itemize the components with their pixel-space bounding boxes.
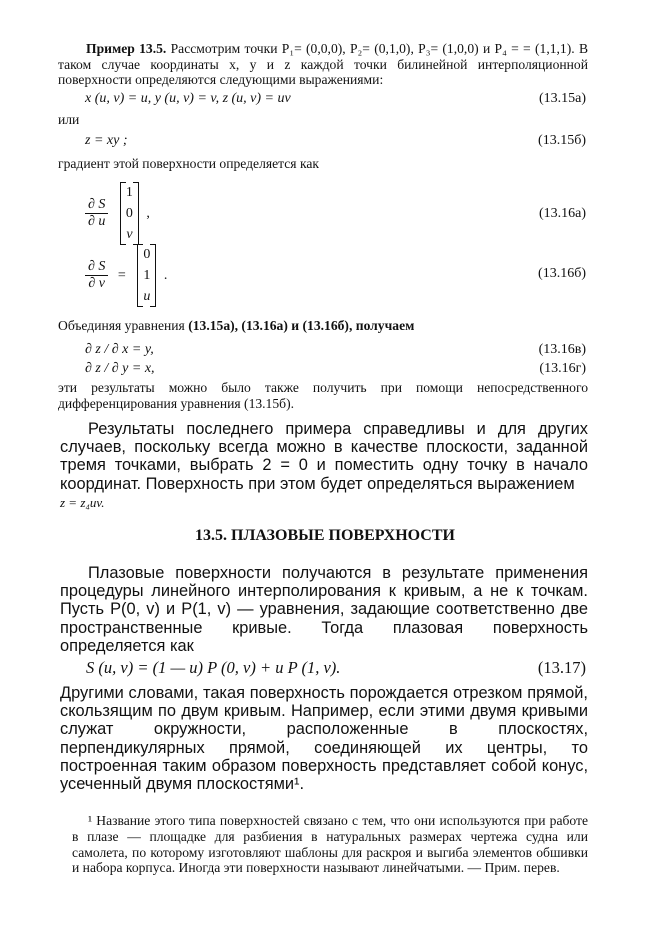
equation-number-13-16v: (13.16в)	[538, 342, 586, 357]
matrix-entry: 1	[143, 268, 151, 283]
example-label: Пример 13.5.	[86, 41, 167, 56]
combine-text-bold: (13.15а), (13.16а) и (13.16б), получаем	[188, 318, 415, 333]
word-or: или	[58, 112, 80, 127]
results-note: эти результаты можно было также получить при помощи непосредственного дифференцирования уравнения (13.15б).	[58, 380, 588, 411]
equation-number-13-15b: (13.15б)	[538, 133, 586, 148]
example-intro	[58, 41, 588, 88]
combine-text-prefix: Объединяя уравнения	[58, 318, 189, 333]
equation-13-16a: $\frac{\partial S}{\partial u}$ 1 0 v ,	[85, 182, 150, 245]
matrix-entry: 1	[125, 185, 133, 200]
paragraph-definition-text: Плазовые поверхности получаются в результате применения процедуры линейного интерполирования к кривым, а не к точкам. Пусть P(0, v) и P(1, v) — уравнения, задающие соответственно две пространственные кривые. Тогда плазовая поверхность определяется как	[60, 564, 588, 655]
equation-13-15b: z = xy ;	[85, 133, 128, 148]
example-intro-text: Рассмотрим точки P₁= (0,0,0), P₂= (0,1,0), P₃= (1,0,0) и P₄ = = (1,1,1). В таком случае координаты x, y и z каждой точки билинейной интерполяционной поверхности определяются следующими выражениями:	[58, 41, 589, 87]
combine-text	[58, 318, 588, 334]
fraction-ds-du	[85, 197, 108, 230]
matrix-entry: 0	[125, 206, 133, 221]
equation-13-16g: ∂ z / ∂ y = x,	[85, 361, 155, 376]
matrix-entry: v	[126, 227, 133, 242]
equation-number-13-16g: (13.16г)	[539, 361, 586, 376]
equation-number-13-16a: (13.16а)	[538, 206, 586, 221]
equation-number-13-17: (13.17)	[537, 658, 586, 677]
gradient-text: градиент этой поверхности определяется как	[58, 156, 319, 171]
footnote	[72, 813, 588, 876]
fraction-ds-dv	[85, 259, 108, 292]
fraction-denominator: ∂ u	[88, 214, 106, 229]
matrix-entry: 0	[143, 247, 151, 262]
equation-number-13-16b: (13.16б)	[538, 266, 586, 281]
footnote-text: ¹ Название этого типа поверхностей связано с тем, что они используются при работе в плазе — площадке для разбиения в натуральных размерах чертежа судна или самолета, по которому изготовляют шаблоны для раскроя и выгиба элементов обшивки и набора корпуса. Иногда эти поверхности называют линейчатыми. — Прим. перев.	[72, 813, 588, 876]
paragraph-example-cone: Другими словами, такая поверхность порождается отрезком прямой, скользящим по двум кривым. Например, если этими двумя кривыми служат окружности, расположенные в плоскостях, перпендикулярных прямой, соединяющей их центры, то построенная таким образом поверхность представляет собой конус, усеченный двумя плоскостями¹.	[60, 684, 588, 794]
equation-number-13-15a: (13.15а)	[538, 91, 586, 106]
equation-13-16b: $\frac{\partial S}{\partial v}$ = 0 1 u .	[85, 244, 167, 307]
equation-13-17: S (u, v) = (1 — u) P (0, v) + u P (1, v).	[86, 658, 341, 677]
equation-13-16v: ∂ z / ∂ x = y,	[85, 342, 154, 357]
fraction-numerator: ∂ S	[85, 197, 108, 214]
section-heading: 13.5. ПЛАЗОВЫЕ ПОВЕРХНОСТИ	[195, 527, 455, 544]
paragraph-results-formula: z = z₄uv.	[60, 494, 105, 510]
column-vector-a	[120, 182, 139, 245]
paragraph-results-text: Результаты последнего примера справедливы и для других случаев, поскольку всегда можно в качестве плоскости, заданной тремя точками, выбрать 2 = 0 и поместить одну точку в начало координат. Поверхность при этом будет определяться выражением	[60, 420, 588, 493]
fraction-denominator: ∂ v	[88, 276, 106, 291]
column-vector-b	[137, 244, 156, 307]
equation-13-15a: x (u, v) = u, y (u, v) = v, z (u, v) = uv	[85, 91, 291, 106]
fraction-numerator: ∂ S	[85, 259, 108, 276]
paragraph-results	[60, 420, 588, 512]
matrix-entry: u	[143, 289, 151, 304]
paragraph-definition	[60, 564, 588, 655]
